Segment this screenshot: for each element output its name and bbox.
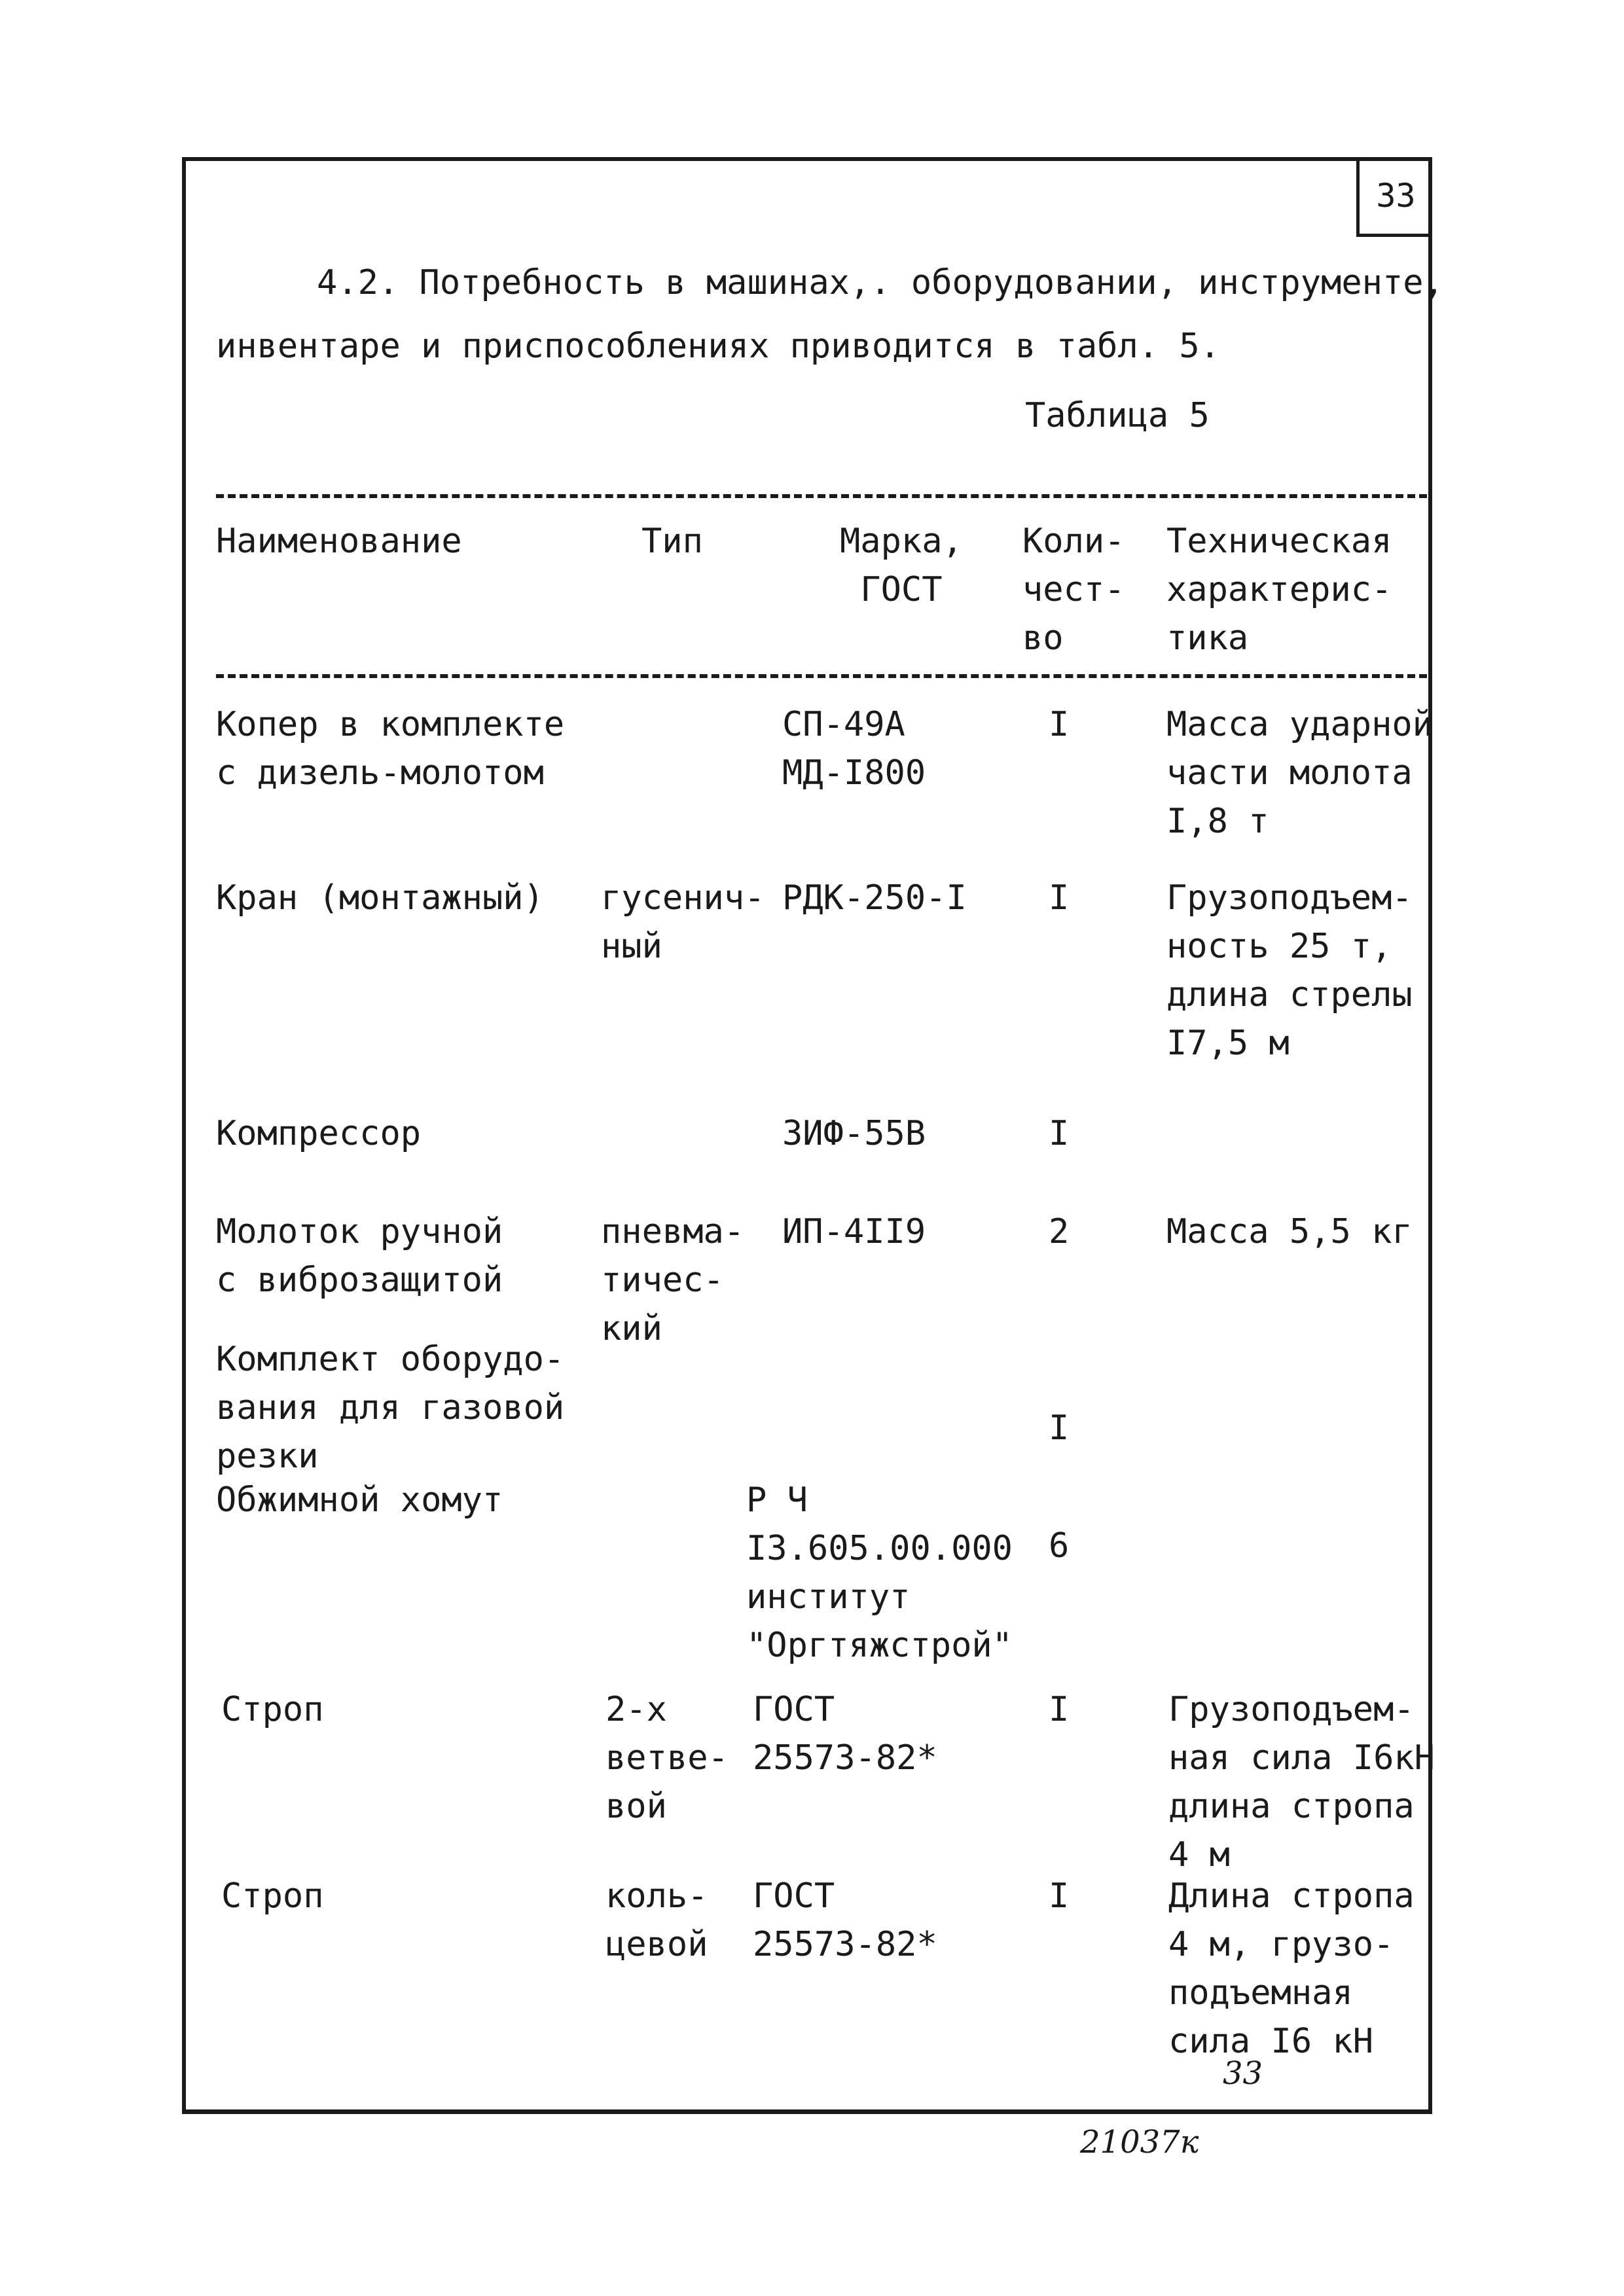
- row-type: коль- цевой: [605, 1876, 708, 1964]
- row-brand: ГОСТ 25573-82*: [753, 1876, 937, 1964]
- table-top-rule: [216, 494, 1427, 498]
- row-qty: I: [1049, 705, 1070, 744]
- intro-line-2: инвентаре и приспособлениях приводится в табл. 5.: [216, 327, 1221, 366]
- row-brand: РДК-250-I: [782, 878, 967, 918]
- row-type: гусенич- ный: [601, 878, 765, 966]
- row-qty: I: [1049, 1876, 1070, 1916]
- row-type: 2-х ветве- вой: [605, 1690, 729, 1826]
- row-name: Копер в комплекте с дизель-молотом: [216, 705, 565, 793]
- header-name: Наименование: [216, 522, 462, 561]
- row-name: Комплект оборудо- вания для газовой резки: [216, 1340, 565, 1476]
- header-spec: Техническая характерис- тика: [1166, 522, 1392, 658]
- page-number-box: [1356, 157, 1432, 237]
- row-qty: I: [1049, 1690, 1070, 1729]
- row-brand: СП-49А МД-I800: [782, 705, 926, 793]
- row-name: Строп: [221, 1690, 324, 1729]
- row-spec: Грузоподъем- ная сила I6кН длина стропа 4 м: [1168, 1690, 1435, 1874]
- row-name: Кран (монтажный): [216, 878, 544, 918]
- row-brand: ЗИФ-55В: [782, 1114, 926, 1153]
- handwritten-page-number: 33: [1223, 2055, 1263, 2092]
- row-type: пневма- тичес- кий: [601, 1212, 745, 1348]
- row-qty: I: [1049, 1408, 1070, 1448]
- header-type: Тип: [641, 522, 703, 561]
- header-qty: Коли- чест- во: [1022, 522, 1125, 658]
- row-name: Строп: [221, 1876, 324, 1916]
- table-caption: Таблица 5: [1025, 396, 1210, 435]
- row-brand: ГОСТ 25573-82*: [753, 1690, 937, 1778]
- row-name: Молоток ручной с виброзащитой: [216, 1212, 503, 1300]
- row-qty: I: [1049, 878, 1070, 918]
- row-qty: 6: [1049, 1526, 1070, 1566]
- intro-line-1: 4.2. Потребность в машинах,. оборудовании, инструменте,: [317, 263, 1444, 302]
- archive-number: 21037к: [1080, 2124, 1199, 2161]
- row-spec: Масса 5,5 кг: [1166, 1212, 1413, 1251]
- row-brand: Р Ч I3.605.00.000 институт "Оргтяжстрой": [746, 1480, 1013, 1665]
- row-name: Компрессор: [216, 1114, 422, 1153]
- row-spec: Длина стропа 4 м, грузо- подъемная сила I6 кН: [1168, 1876, 1415, 2061]
- header-bottom-rule: [216, 674, 1427, 678]
- row-spec: Грузоподъем- ность 25 т, длина стрелы I7,5 м: [1166, 878, 1413, 1063]
- row-name: Обжимной хомут: [216, 1480, 503, 1520]
- header-brand: Марка, ГОСТ: [840, 522, 963, 609]
- page-number: 33: [1376, 176, 1416, 215]
- row-spec: Масса ударной части молота I,8 т: [1166, 705, 1433, 841]
- row-brand: ИП-4II9: [782, 1212, 926, 1251]
- row-qty: 2: [1049, 1212, 1070, 1251]
- row-qty: I: [1049, 1114, 1070, 1153]
